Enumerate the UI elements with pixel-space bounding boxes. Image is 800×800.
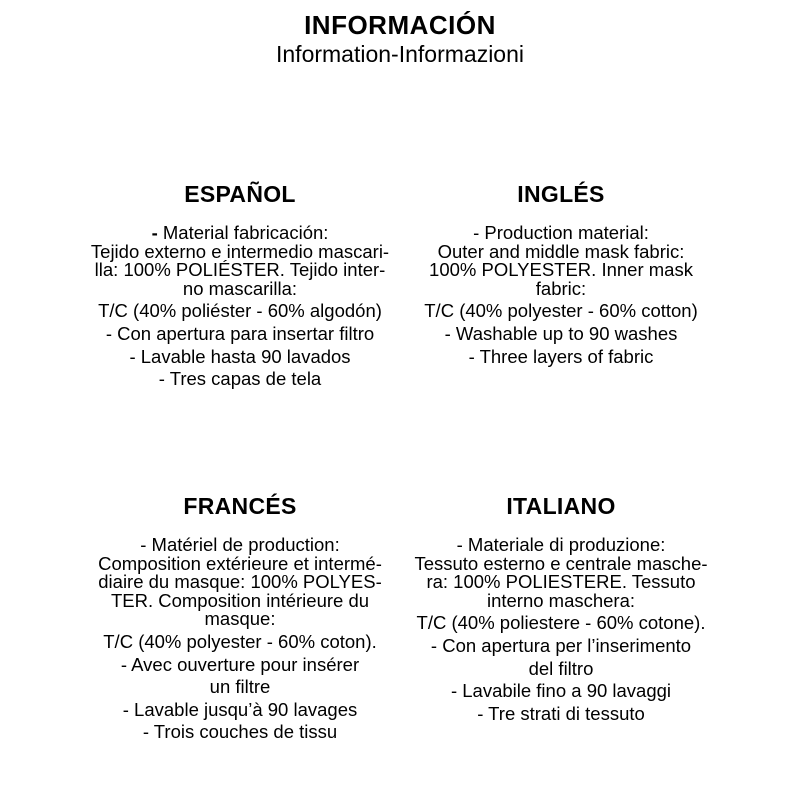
info-item [391, 702, 731, 724]
info-line: lla: 100% POLIÉSTER. Tejido inter- [94, 259, 386, 281]
info-item [70, 345, 410, 367]
info-line: Outer and middle mask fabric: [437, 240, 685, 262]
info-item [391, 302, 731, 321]
info-line: fabric: [535, 277, 587, 299]
info-item [391, 634, 731, 656]
info-item [391, 682, 731, 701]
section-heading: INGLÉS [517, 181, 605, 207]
info-item [391, 536, 731, 610]
info-line: T/C (40% poliéster - 60% algodón) [98, 300, 382, 322]
info-line: Composition extérieure et intermé- [98, 552, 382, 574]
section-frances [70, 493, 410, 742]
info-item [70, 723, 410, 742]
section-italiano [391, 493, 731, 723]
info-item [70, 678, 410, 697]
section-heading: ESPAÑOL [184, 181, 296, 207]
info-item [70, 322, 410, 344]
section-heading: FRANCÉS [183, 493, 297, 519]
info-item [391, 657, 731, 679]
info-line: un filtre [209, 676, 271, 698]
info-line: Tessuto esterno e centrale masche- [414, 552, 708, 574]
info-line: - Tre strati di tessuto [477, 702, 645, 724]
page-title: INFORMACIÓN [304, 10, 496, 40]
info-line: - Tres capas de tela [158, 368, 322, 390]
info-line: masque: [204, 608, 276, 630]
section-ingles [391, 181, 731, 366]
page-subtitle: Information-Informazioni [276, 41, 524, 67]
info-line: - Trois couches de tissu [142, 721, 338, 743]
info-line: - Washable up to 90 washes [444, 322, 678, 344]
info-item [70, 630, 410, 652]
info-line: 100% POLYESTER. Inner mask [429, 259, 693, 281]
info-line: - Material fabricación: [151, 222, 329, 243]
info-line: - Lavable hasta 90 lavados [129, 345, 351, 367]
info-line: - Avec ouverture pour insérer [120, 653, 360, 675]
info-line: T/C (40% polyester - 60% cotton) [424, 300, 698, 322]
info-line: TER. Composition intérieure du [110, 589, 370, 611]
info-line: T/C (40% polyester - 60% coton). [103, 630, 377, 652]
info-line: - Production material: [473, 222, 649, 243]
info-item [391, 614, 731, 633]
info-line: - Lavabile fino a 90 lavaggi [450, 680, 672, 702]
info-line: - Con apertura per l’inserimento [430, 634, 692, 656]
info-line: - Three layers of fabric [468, 345, 654, 367]
info-line: del filtro [528, 657, 594, 679]
section-espanol [70, 181, 410, 389]
info-line: interno maschera: [486, 589, 636, 611]
info-line: Tejido externo e intermedio mascari- [90, 240, 390, 262]
info-item [391, 322, 731, 344]
info-line: - Materiale di produzione: [456, 534, 666, 555]
section-heading: ITALIANO [506, 493, 616, 519]
info-line: diaire du masque: 100% POLYES- [98, 571, 382, 593]
info-line: T/C (40% poliestere - 60% cotone). [416, 612, 706, 634]
info-item [70, 370, 410, 389]
info-line: no mascarilla: [182, 277, 298, 299]
info-item [70, 653, 410, 675]
info-line: - Lavable jusqu’à 90 lavages [122, 698, 358, 720]
info-item [391, 224, 731, 298]
info-line: - Con apertura para insertar filtro [105, 322, 375, 344]
info-item [391, 345, 731, 367]
info-item [70, 536, 410, 629]
info-line: - Matériel de production: [140, 534, 340, 555]
info-item [70, 698, 410, 720]
info-line: ra: 100% POLIESTERE. Tessuto [426, 571, 696, 593]
info-item [70, 224, 410, 298]
info-item [70, 302, 410, 321]
